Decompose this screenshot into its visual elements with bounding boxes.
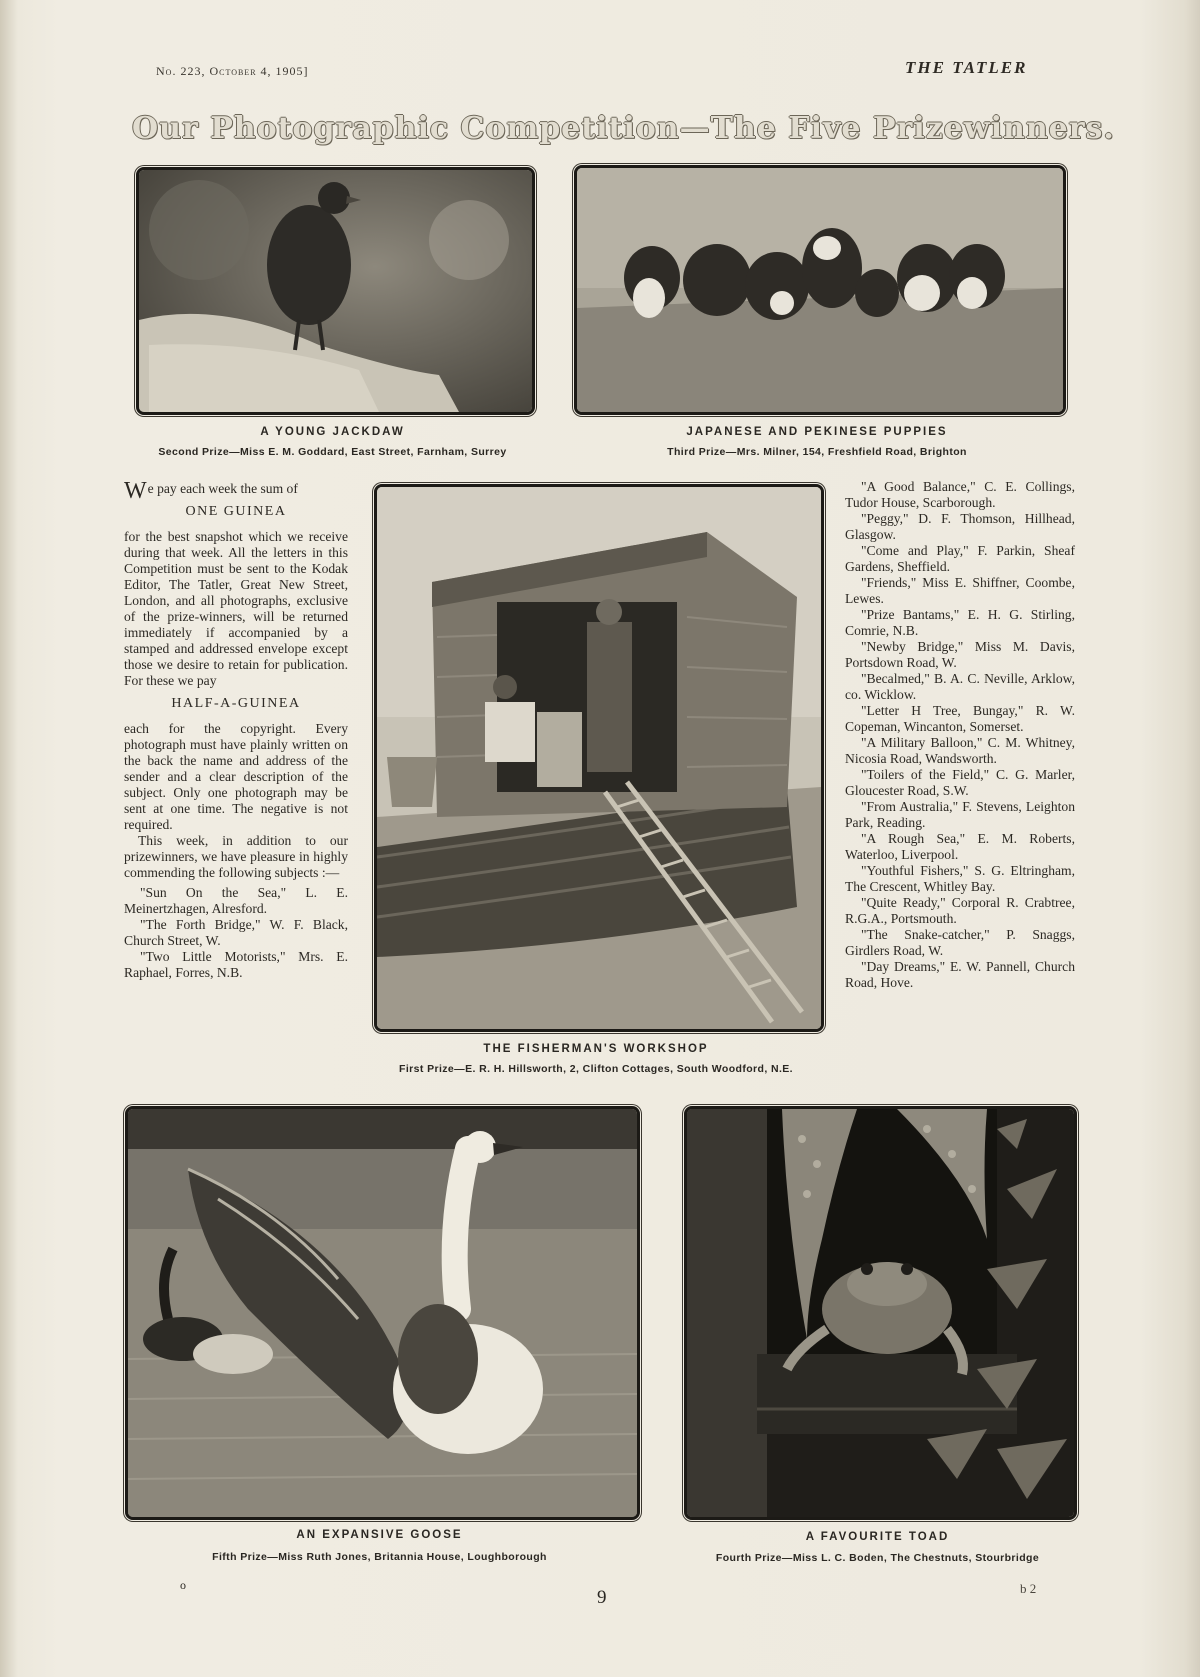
rules-paragraph-1: for the best snapshot which we receive during that week. All the letters in this Competition must be sent to the Kodak Editor, The Tatler, Great New Street, London, and all photographs, exclusive of the prize-winners, will be returned immediately if accompanied by a stamped and addressed envelope except those we desire to retain for publication. For these we pay xyxy=(124,529,348,688)
rules-paragraph-2: each for the copyright. Every photograph must have plainly written on the back the name and address of the sender and a clear description of the subject. Only one photograph may be sent at one time. The negative is not required. xyxy=(124,721,348,832)
commended-entry: "Quite Ready," Corporal R. Crabtree, R.G.A., Portsmouth. xyxy=(845,895,1075,926)
commended-entry: "Two Little Motorists," Mrs. E. Raphael, Forres, N.B. xyxy=(124,949,348,980)
commended-entry: "A Rough Sea," E. M. Roberts, Waterloo, Liverpool. xyxy=(845,831,1075,862)
footer-signature-mark: b 2 xyxy=(1020,1581,1037,1596)
jackdaw-photo xyxy=(136,167,535,415)
commended-entry: "Friends," Miss E. Shiffner, Coombe, Lewes. xyxy=(845,575,1075,606)
toad-caption-credit: Fourth Prize—Miss L. C. Boden, The Chestnuts, Stourbridge xyxy=(715,1552,1040,1564)
jackdaw-caption-title: A YOUNG JACKDAW xyxy=(260,426,405,438)
one-guinea-heading: ONE GUINEA xyxy=(185,504,287,519)
page-title: Our Photographic Competition—The Five Prizewinners. xyxy=(132,111,1115,146)
publication-name: THE TATLER xyxy=(905,58,1028,77)
commended-entry: "Peggy," D. F. Thomson, Hillhead, Glasgow. xyxy=(845,511,1075,542)
commended-entry: "A Good Balance," C. E. Collings, Tudor House, Scarborough. xyxy=(845,479,1075,510)
commended-entry: "Becalmed," B. A. C. Neville, Arklow, co. Wicklow. xyxy=(845,671,1075,702)
toad-caption-title: A FAVOURITE TOAD xyxy=(805,1531,950,1543)
drop-cap: W xyxy=(124,478,147,504)
jackdaw-caption-credit: Second Prize—Miss E. M. Goddard, East Street, Farnham, Surrey xyxy=(158,446,507,458)
commended-entry: "Toilers of the Field," C. G. Marler, Gloucester Road, S.W. xyxy=(845,767,1075,798)
page-number: 9 xyxy=(597,1587,607,1608)
goose-photo xyxy=(125,1106,640,1520)
workshop-photo xyxy=(374,484,824,1032)
workshop-caption-title: THE FISHERMAN'S WORKSHOP xyxy=(483,1043,709,1055)
commended-entry: "Letter H Tree, Bungay," R. W. Copeman, Wincanton, Somerset. xyxy=(845,703,1075,734)
commended-entry: "The Snake-catcher," P. Snaggs, Girdlers Road, W. xyxy=(845,927,1075,958)
puppies-caption-credit: Third Prize—Mrs. Milner, 154, Freshfield Road, Brighton xyxy=(667,446,967,458)
rules-paragraph-3: This week, in addition to our prizewinners, we have pleasure in highly commending the following subjects :— xyxy=(124,833,348,880)
commended-entry: "Newby Bridge," Miss M. Davis, Portsdown Road, W. xyxy=(845,639,1075,670)
workshop-caption-credit: First Prize—E. R. H. Hillsworth, 2, Clifton Cottages, South Woodford, N.E. xyxy=(399,1063,793,1075)
commended-entry: "Come and Play," F. Parkin, Sheaf Gardens, Sheffield. xyxy=(845,543,1075,574)
puppies-photo xyxy=(574,165,1066,415)
commended-entry: "Day Dreams," E. W. Pannell, Church Road, Hove. xyxy=(845,959,1075,990)
half-guinea-heading: HALF-A-GUINEA xyxy=(171,696,301,711)
toad-photo xyxy=(684,1106,1077,1520)
commended-entry: "Youthful Fishers," S. G. Eltringham, The Crescent, Whitley Bay. xyxy=(845,863,1075,894)
commended-entry: "A Military Balloon," C. M. Whitney, Nicosia Road, Wandsworth. xyxy=(845,735,1075,766)
commended-entry: "The Forth Bridge," W. F. Black, Church Street, W. xyxy=(124,917,348,948)
competition-rules-column xyxy=(124,478,348,981)
footer-mark-left: o xyxy=(180,1578,186,1592)
intro-line: e pay each week the sum of xyxy=(147,481,298,496)
goose-caption-credit: Fifth Prize—Miss Ruth Jones, Britannia House, Loughborough xyxy=(212,1551,547,1563)
goose-caption-title: AN EXPANSIVE GOOSE xyxy=(296,1529,463,1541)
commended-entry: "Prize Bantams," E. H. G. Stirling, Comrie, N.B. xyxy=(845,607,1075,638)
puppies-caption-title: JAPANESE AND PEKINESE PUPPIES xyxy=(686,426,948,438)
issue-line: No. 223, October 4, 1905] xyxy=(156,64,309,78)
commended-list-right xyxy=(845,479,1075,991)
commended-entry: "Sun On the Sea," L. E. Meinertzhagen, Alresford. xyxy=(124,885,348,916)
commended-entry: "From Australia," F. Stevens, Leighton Park, Reading. xyxy=(845,799,1075,830)
